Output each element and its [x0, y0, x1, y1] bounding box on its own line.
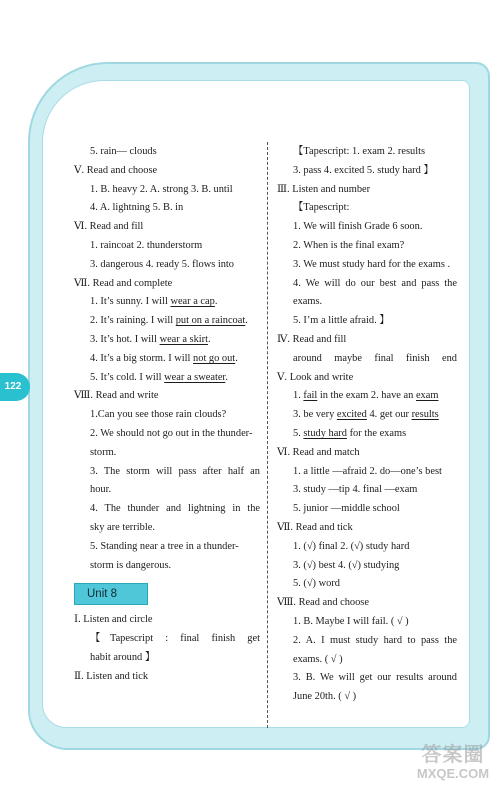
underlined-answer: fail — [303, 390, 318, 402]
section-heading: Ⅱ. Listen and tick — [74, 670, 149, 682]
page-number: 122 — [0, 373, 30, 401]
section-heading: Ⅵ. Read and match — [277, 446, 360, 458]
underlined-answer: excited — [336, 409, 367, 421]
answer-line: exams. — [293, 296, 323, 308]
underlined-answer: results — [411, 409, 439, 421]
answer-line: 【Tapescript: — [293, 202, 350, 214]
answer-line: 5. junior —middle school — [293, 503, 400, 515]
section-heading: Ⅷ. Read and write — [74, 390, 159, 402]
answer-text: 3. It’s hot. I will — [90, 333, 160, 345]
answer-text: 4. It’s a big storm. I will — [90, 352, 194, 364]
left-column — [74, 143, 260, 687]
answer-line: 3. We must study hard for the exams . — [293, 258, 451, 270]
answer-text: 5. It’s cold. I will — [90, 371, 165, 383]
section-heading: Ⅲ. Listen and number — [277, 183, 371, 195]
answer-text: 1. — [293, 390, 304, 402]
answer-text: in the exam 2. have an — [317, 390, 416, 402]
answer-text: 2. It’s raining. I will — [90, 315, 176, 327]
answer-line: 2. When is the final exam? — [293, 239, 405, 251]
section-heading: Ⅳ. Read and fill — [277, 333, 347, 345]
answer-line — [277, 406, 457, 425]
answer-line — [277, 387, 457, 406]
underlined-answer: wear a sweater — [164, 371, 226, 383]
answer-line: 4. A. lightning 5. B. in — [90, 202, 184, 214]
answer-line: around maybe final finish end — [293, 352, 457, 364]
answer-line: exams. ( √ ) — [293, 653, 343, 665]
answer-line: 【Tapescript: 1. exam 2. results — [293, 146, 426, 157]
answer-line: 3. The storm will pass after half an — [90, 465, 260, 477]
answer-text: 1. It’s sunny. I will — [90, 296, 171, 308]
answer-line: 1. a little —afraid 2. do—one’s best — [293, 465, 442, 477]
answer-line: 1. We will finish Grade 6 soon. — [293, 221, 423, 233]
answer-line: 2. We should not go out in the thunder- — [90, 427, 253, 439]
answer-line — [74, 331, 260, 350]
watermark-text: 答案圈 — [421, 744, 485, 766]
answer-line: 1. B. heavy 2. A. strong 3. B. until — [90, 183, 233, 195]
answer-text: . — [208, 333, 211, 345]
underlined-answer: exam — [415, 390, 439, 402]
answer-text: for the exams — [346, 427, 407, 439]
answer-line — [74, 350, 260, 369]
answer-line: 3. (√) best 4. (√) studying — [293, 559, 400, 571]
answer-line: 3. dangerous 4. ready 5. flows into — [90, 258, 234, 270]
answer-text: 3. be very — [293, 409, 337, 421]
section-heading: Ⅶ. Read and complete — [74, 277, 173, 289]
answer-line: 3. B. We will get our results around — [293, 672, 457, 684]
answer-line: 3. study —tip 4. final —exam — [293, 484, 418, 496]
answer-line: 2. A. I must study hard to pass the — [293, 634, 457, 646]
section-heading: Ⅴ. Look and write — [277, 371, 354, 383]
answer-line: 5. (√) word — [293, 578, 340, 590]
answer-line: storm. — [90, 446, 117, 458]
section-heading: Ⅷ. Read and choose — [277, 597, 369, 609]
section-heading: Ⅵ. Read and fill — [74, 221, 144, 233]
answer-line: 3. pass 4. excited 5. study hard 】 — [293, 164, 434, 176]
answer-line: June 20th. ( √ ) — [293, 691, 357, 703]
answer-line: 1. B. Maybe I will fail. ( √ ) — [293, 615, 409, 627]
answer-line: 5. rain— clouds — [90, 146, 157, 157]
answer-line: 1. raincoat 2. thunderstorm — [90, 239, 203, 251]
answer-text: . — [225, 371, 228, 383]
answer-line: 1. (√) final 2. (√) study hard — [293, 540, 410, 552]
answer-text: 5. — [293, 427, 304, 439]
answer-line: sky are terrible. — [90, 521, 155, 533]
answer-line — [74, 293, 260, 312]
unit-title-badge: Unit 8 — [74, 583, 148, 605]
answer-line: storm is dangerous. — [90, 559, 172, 571]
answer-text: . — [245, 315, 248, 327]
answer-line: 5. I’m a little afraid. 】 — [293, 315, 390, 327]
underlined-answer: study hard — [303, 427, 347, 439]
section-heading: Ⅰ. Listen and circle — [74, 614, 153, 626]
underlined-answer: wear a skirt — [159, 333, 209, 345]
answer-line: 4. The thunder and lightning in the — [90, 503, 260, 515]
answer-line: 5. Standing near a tree in a thunder- — [90, 540, 239, 552]
underlined-answer: wear a cap — [170, 296, 215, 308]
answer-text: 4. get our — [366, 409, 412, 421]
section-heading: Ⅶ. Read and tick — [277, 521, 353, 533]
right-column — [277, 143, 457, 707]
answer-line — [74, 369, 260, 388]
answer-line: hour. — [90, 484, 112, 496]
answer-text: . — [214, 296, 218, 308]
answer-line: 【Tapescript : final finish get — [90, 633, 260, 645]
answer-text: . — [235, 352, 238, 364]
answer-line: 1.Can you see those rain clouds? — [90, 409, 227, 421]
underlined-answer: put on a raincoat — [175, 315, 246, 327]
answer-line: habit around 】 — [90, 651, 156, 663]
underlined-answer: not go out — [193, 352, 236, 364]
section-heading: Ⅴ. Read and choose — [74, 164, 158, 176]
answer-line: 4. We will do our best and pass the — [293, 277, 457, 289]
watermark-url: MXQE.COM — [416, 766, 490, 781]
watermark-logo — [410, 744, 496, 786]
answer-line — [74, 312, 260, 331]
answer-line — [277, 425, 457, 444]
column-divider — [267, 142, 268, 728]
